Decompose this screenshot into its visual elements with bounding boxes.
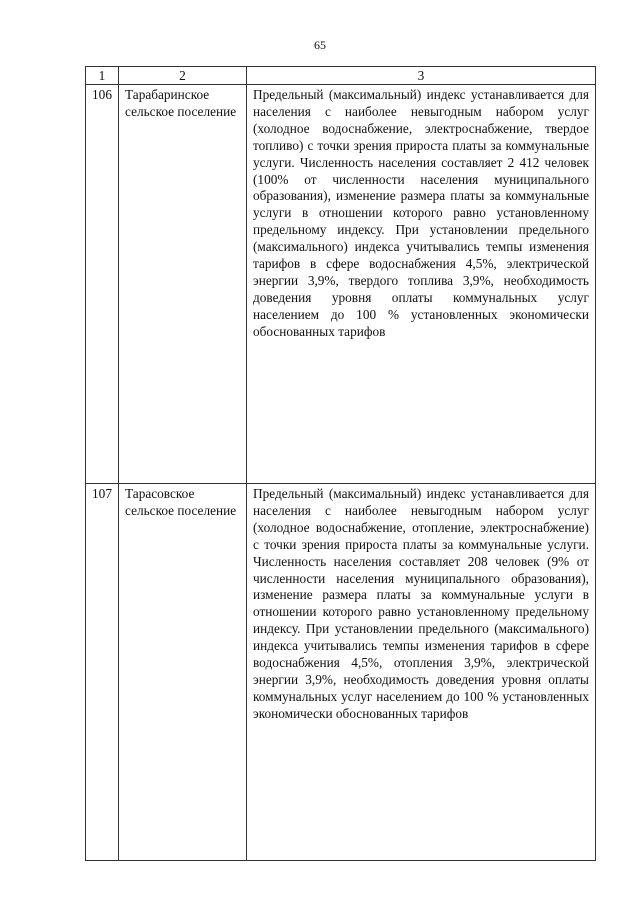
- table-row: [86, 85, 596, 484]
- tariff-table: [85, 66, 596, 861]
- index-description: Предельный (максимальный) индекс устанавливается для населения с наиболее невыгодным набором услуг (холодное водоснабжение, отопление, электроснабжение) с точки зрения прироста платы за коммунальные услуги. Численность населения составляет 208 человек (9% от численности населения муниципального образования), изменение размера платы за коммунальные услуги в отношении которого равно установленному предельному индексу. При установлении предельного (максимального) индекса учитывались темпы изменения тарифов в сфере водоснабжения 4,5%, отопления 3,9%, электрической энергии 3,9%, необходимость доведения уровня оплаты коммунальных услуг населением до 100 % установленных экономически обоснованных тарифов: [247, 484, 596, 861]
- header-col-1: 1: [86, 67, 119, 85]
- table-header-row: [86, 67, 596, 85]
- table-row: [86, 484, 596, 861]
- row-number: 107: [86, 484, 119, 861]
- header-col-3: 3: [247, 67, 596, 85]
- header-col-2: 2: [119, 67, 247, 85]
- settlement-name: Тарасовское сельское поселение: [119, 484, 247, 861]
- row-number: 106: [86, 85, 119, 484]
- page-number: 65: [314, 38, 326, 52]
- index-description: Предельный (максимальный) индекс устанавливается для населения с наиболее невыгодным набором услуг (холодное водоснабжение, электроснабжение, твердое топливо) с точки зрения прироста платы за коммунальные услуги. Численность населения составляет 2 412 человек (100% от численности населения муниципального образования), изменение размера платы за коммунальные услуги в отношении которого равно установленному предельному индексу. При установлении предельного (максимального) индекса учитывались темпы изменения тарифов в сфере водоснабжения 4,5%, электрической энергии 3,9%, твердого топлива 3,9%, необходимость доведения уровня оплаты коммунальных услуг населением до 100 % установленных экономически обоснованных тарифов: [247, 85, 596, 484]
- settlement-name: Тарабаринское сельское поселение: [119, 85, 247, 484]
